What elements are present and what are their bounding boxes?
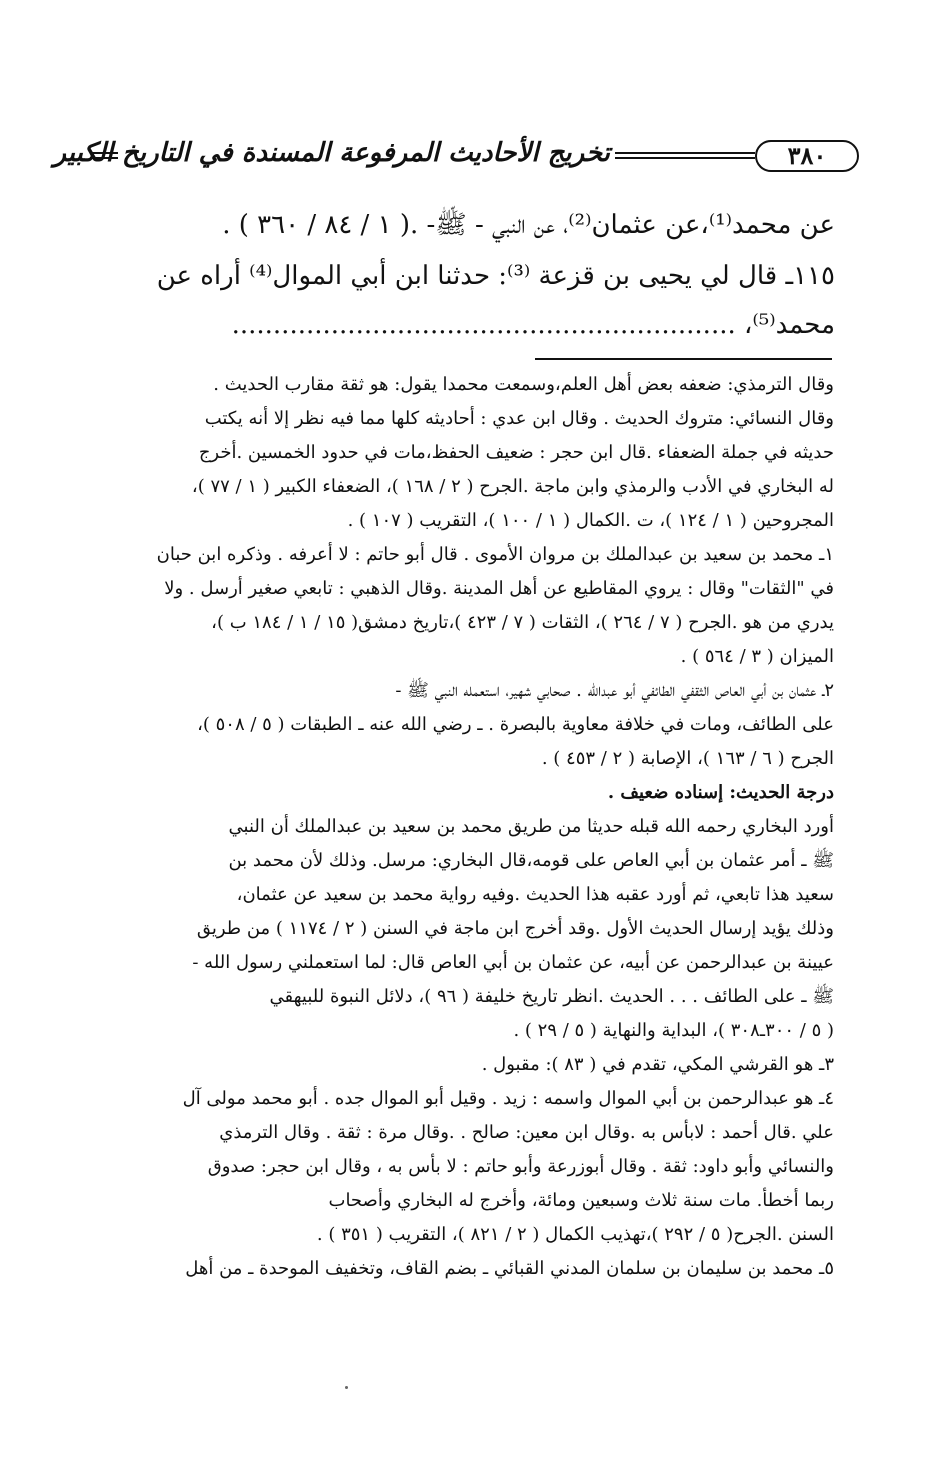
page-header (53, 138, 835, 186)
main-text-line-1: عن محمد⁽¹⁾،عن عثمان⁽²⁾، عن النبي - ﷺ- .( ١ / ٨٤ / ٣٦٠ ) . (222, 210, 835, 240)
footnote-4-line: والنسائي وأبو داود: ثقة . وقال أبوزرعة وأبو حاتم : لا بأس به ، وقال ابن حجر: صدوق (207, 1156, 834, 1177)
running-title: تخريج الأحاديث المرفوعة المسندة في التاريخ الكبير (53, 138, 610, 168)
main-text-line-2: ١١٥ـ قال لي يحيى بن قزعة ⁽³⁾: حدثنا ابن أبي الموال⁽⁴⁾ أراه عن (156, 261, 835, 291)
footnote-line: له البخاري في الأدب والرمذي وابن ماجة .الجرح ( ٢ / ١٦٨ )، الضعفاء الكبير ( ١ / ٧٧ )، (191, 476, 834, 497)
page-speck (345, 1386, 348, 1389)
header-rule-middle (615, 152, 755, 159)
footnote-line: المجروحين ( ١ / ١٢٤ )، ت .الكمال ( ١ / ١٠٠ )، التقريب ( ١٠٧ ) . (347, 510, 834, 531)
footnote-1-line: في "الثقات" وقال : يروي المقاطيع عن أهل المدينة .وقال الذهبي : تابعي صغير أرسل . ولا (164, 578, 834, 599)
footnote-line: وقال الترمذي: ضعفه بعض أهل العلم،وسمعت محمدا يقول: هو ثقة مقارب الحديث . (213, 374, 834, 395)
hadith-grade: درجة الحديث: إسناده ضعيف . (607, 782, 834, 803)
discussion-line: أورد البخاري رحمه الله قبله حديثا من طريق محمد بن سعيد بن عبدالملك أن النبي (228, 816, 834, 837)
footnote-1-line: الميزان ( ٣ / ٥٦٤ ) . (680, 646, 834, 667)
footnote-2-line: ٢ـ عثمان بن أبي العاص الثقفي الطائفي أبو عبدالله . صحابي شهير، استعمله النبي ﷺ - (395, 680, 834, 701)
main-text-line-3: محمد⁽⁵⁾، ............................................................. (231, 310, 835, 340)
footnote-4-line: ٤ـ هو عبدالرحمن بن أبي الموال واسمه : زيد . وقيل أبو الموال جده . أبو محمد مولى آل (182, 1088, 834, 1109)
discussion-line: سعيد هذا تابعي، ثم أورد عقبه هذا الحديث .وفيه رواية محمد بن سعيد عن عثمان، (236, 884, 834, 905)
footnote-3: ٣ـ هو القرشي المكي، تقدم في ( ٨٣ ): مقبول . (481, 1054, 834, 1075)
discussion-line: وذلك يؤيد إرسال الحديث الأول .وقد أخرج ابن ماجة في السنن ( ٢ / ١١٧٤ ) من طريق (196, 918, 834, 939)
footnote-5: ٥ـ محمد بن سليمان بن سلمان المدني القبائي ـ بضم القاف، وتخفيف الموحدة ـ من أهل (185, 1258, 834, 1279)
discussion-line: عيينة بن عبدالرحمن عن أبيه، عن عثمان بن أبي العاص قال: لما استعملني رسول الله - (192, 952, 834, 973)
footnote-line: حديثه في جملة الضعفاء .قال ابن حجر : ضعيف الحفظ،مات في حدود الخمسين .أخرج (198, 442, 834, 463)
footnote-4-line: ربما أخطأ. مات سنة ثلاث وسبعين ومائة، وأخرج له البخاري وأصحاب (328, 1190, 834, 1211)
footnote-1-line: يدري من هو .الجرح ( ٧ / ٢٦٤ )، الثقات ( ٧ / ٤٢٣ )،تاريخ دمشق( ١٥ / ١ / ١٨٤ ب )، (211, 612, 834, 633)
page-number: ٣٨٠ (755, 140, 859, 172)
footnote-4-line: علي .قال أحمد : لابأس به .وقال ابن معين: صالح . .وقال مرة : ثقة . وقال الترمذي (219, 1122, 834, 1143)
discussion-line: ( ٥ / ٣٠٠ـ٣٠٨ )، البداية والنهاية ( ٥ / ٢٩ ) . (513, 1020, 834, 1041)
footnote-1-line: ١ـ محمد بن سعيد بن عبدالملك بن مروان الأموى . قال أبو حاتم : لا أعرفه . وذكره ابن حبان (156, 544, 834, 565)
footnote-2-line: الجرح ( ٦ / ١٦٣ )، الإصابة ( ٢ / ٤٥٣ ) . (541, 748, 834, 769)
footnote-2-line: على الطائف، ومات في خلافة معاوية بالبصرة . ـ رضي الله عنه ـ الطبقات ( ٥ / ٥٠٨ )، (197, 714, 834, 735)
footnote-line: وقال النسائي: متروك الحديث . وقال ابن عدي : أحاديثه كلها مما فيه نظر إلا أنه يكتب (204, 408, 834, 429)
discussion-line: ﷺ ـ على الطائف . . . الحديث .انظر تاريخ خليفة ( ٩٦ )، دلائل النبوة للبيهقي (269, 986, 834, 1007)
discussion-line: ﷺ ـ أمر عثمان بن أبي العاص على قومه،قال البخاري: مرسل. وذلك لأن محمد بن (228, 850, 834, 871)
footnote-4-line: السنن .الجرح( ٥ / ٢٩٢ )،تهذيب الكمال ( ٢ / ٨٢١ )، التقريب ( ٣٥١ ) . (316, 1224, 834, 1245)
footnote-continuation (92, 368, 834, 1286)
footnote-separator (535, 358, 832, 360)
